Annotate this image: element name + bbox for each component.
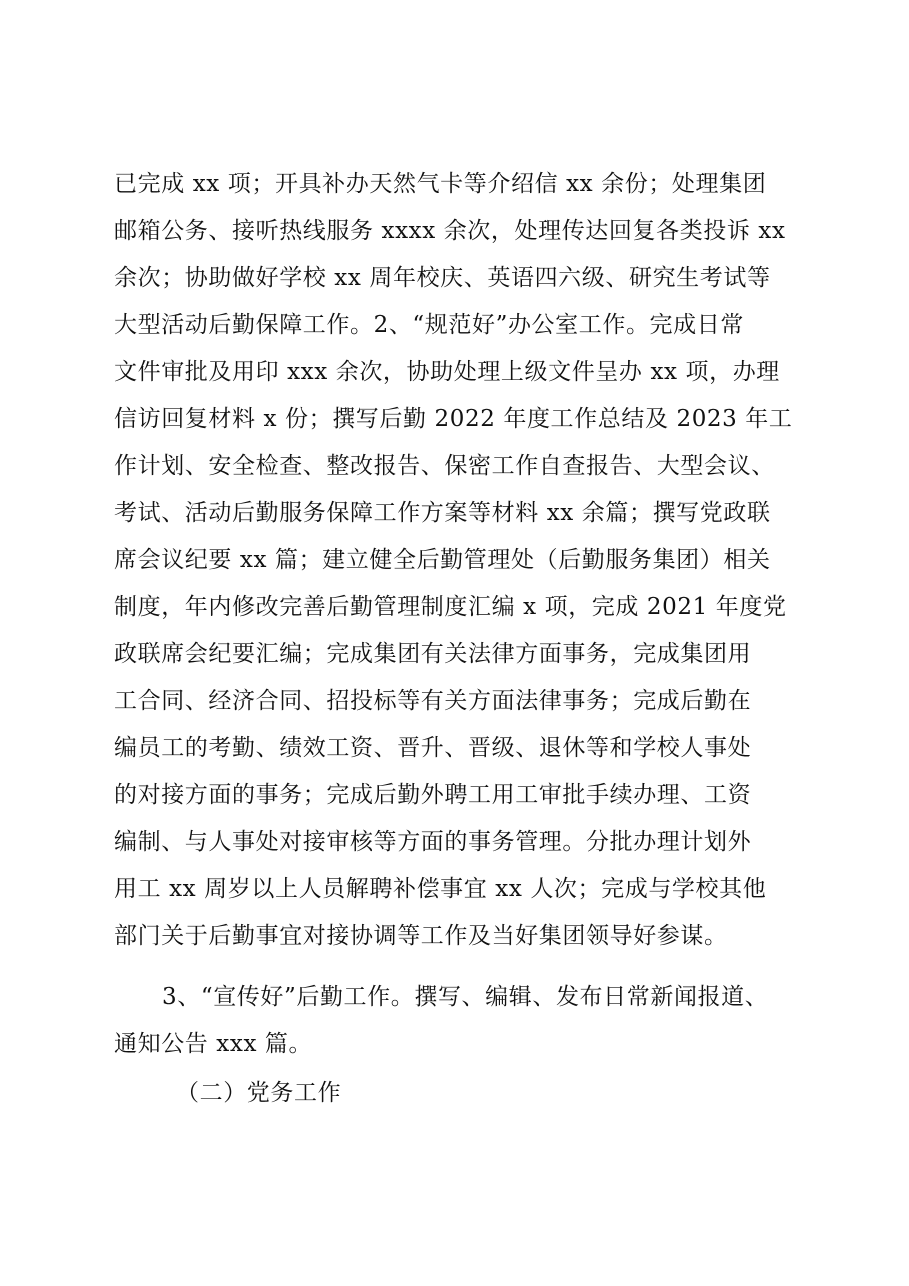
paragraph-line: 已完成 xx 项；开具补办天然气卡等介绍信 xx 余份；处理集团 bbox=[114, 171, 767, 197]
paragraph-line: 制度，年内修改完善后勤管理制度汇编 x 项，完成 2021 年度党 bbox=[114, 594, 787, 620]
paragraph-line: 编员工的考勤、绩效工资、晋升、晋级、退休等和学校人事处 bbox=[114, 735, 752, 761]
paragraph-line: 3、“宣传好”后勤工作。撰写、编辑、发布日常新闻报道、 bbox=[162, 984, 769, 1010]
paragraph-line: 部门关于后勤事宜对接协调等工作及当好集团领导好参谋。 bbox=[114, 923, 728, 949]
paragraph-line: 的对接方面的事务；完成后勤外聘工用工审批手续办理、工资 bbox=[114, 782, 752, 808]
paragraph-line: 文件审批及用印 xxx 余次，协助处理上级文件呈办 xx 项，办理 bbox=[114, 359, 780, 385]
paragraph-line: 大型活动后勤保障工作。2、“规范好”办公室工作。完成日常 bbox=[114, 312, 744, 338]
paragraph-line: 信访回复材料 x 份；撰写后勤 2022 年度工作总结及 2023 年工 bbox=[114, 406, 793, 432]
paragraph-line: 用工 xx 周岁以上人员解聘补偿事宜 xx 人次；完成与学校其他 bbox=[114, 876, 767, 902]
paragraph-line: 席会议纪要 xx 篇；建立健全后勤管理处（后勤服务集团）相关 bbox=[114, 547, 771, 573]
paragraph-line: 编制、与人事处对接审核等方面的事务管理。分批办理计划外 bbox=[114, 829, 752, 855]
paragraph-line: 政联席会纪要汇编；完成集团有关法律方面事务，完成集团用 bbox=[114, 641, 752, 667]
paragraph-line: 作计划、安全检查、整改报告、保密工作自查报告、大型会议、 bbox=[114, 453, 775, 479]
paragraph-line: 工合同、经济合同、招投标等有关方面法律事务；完成后勤在 bbox=[114, 688, 752, 714]
paragraph-line: 通知公告 xxx 篇。 bbox=[114, 1031, 313, 1057]
paragraph-line: 余次；协助做好学校 xx 周年校庆、英语四六级、研究生考试等 bbox=[114, 265, 771, 291]
paragraph-line: 考试、活动后勤服务保障工作方案等材料 xx 余篇；撰写党政联 bbox=[114, 500, 771, 526]
section-heading: （二）党务工作 bbox=[176, 1080, 342, 1106]
paragraph-line: 邮箱公务、接听热线服务 xxxx 余次，处理传达回复各类投诉 xx bbox=[114, 218, 786, 244]
